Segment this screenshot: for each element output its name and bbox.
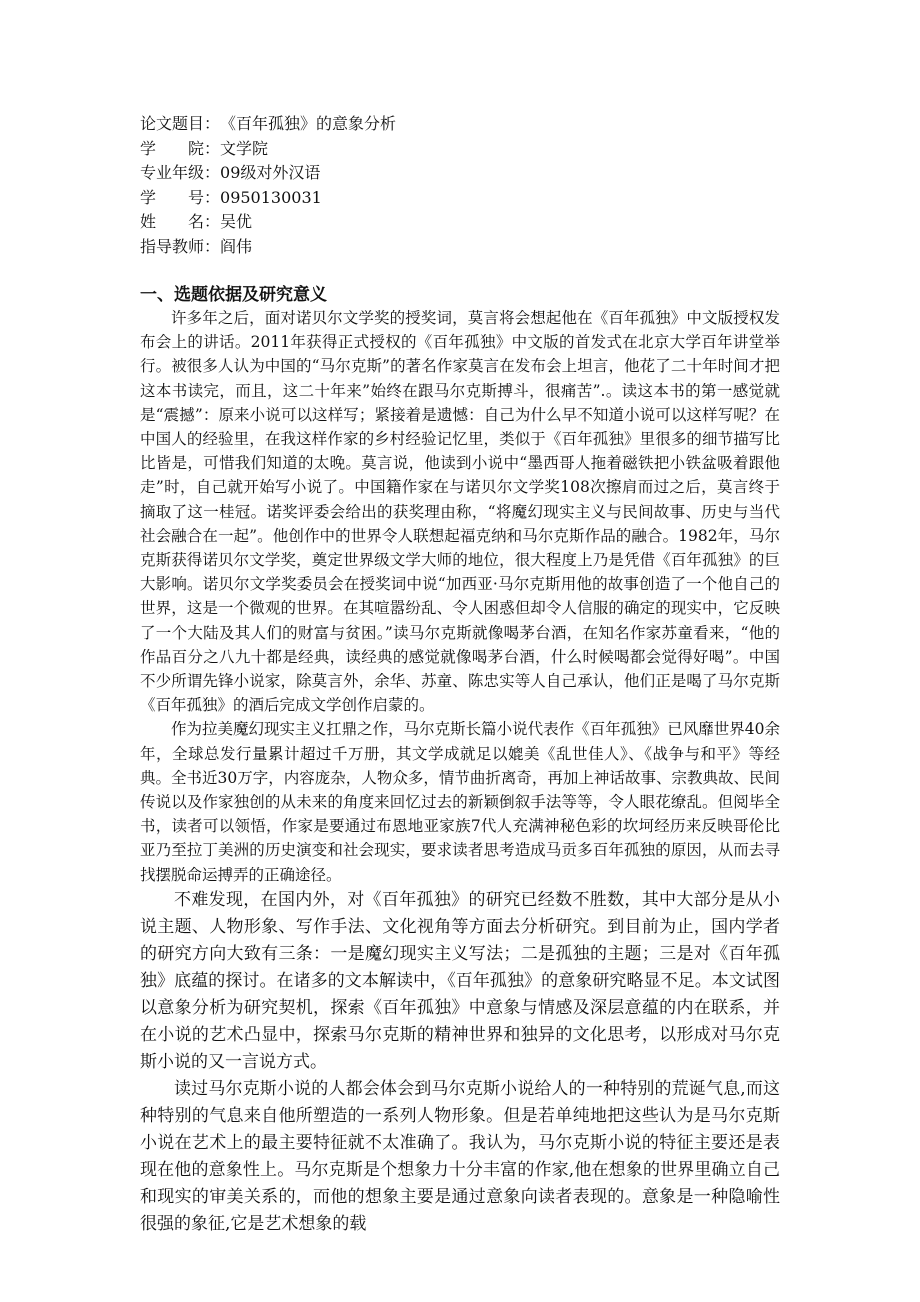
name-value: 吴优 [220,212,253,231]
paragraph-3: 不难发现，在国内外，对《百年孤独》的研究已经数不胜数，其中大部分是从小说主题、人物形象、写作手法、文化视角等方面去分析研究。到目前为止，国内学者的研究方向大致有三条：一是魔幻现实主义写法；二是孤独的主题；三是对《百年孤独》底蕴的探讨。在诸多的文本解读中，《百年孤独》的意象研究略显不足。本文试图以意象分析为研究契机，探索《百年孤独》中意象与情感及深层意蕴的内在联系，并在小说的艺术凸显中，探索马尔克斯的精神世界和独异的文化思考，以形成对马尔克斯小说的又一言说方式。 [140,889,780,1072]
section-body [140,306,780,1238]
thesis-title-value: 《百年孤独》的意象分析 [220,114,397,133]
college-line [140,137,700,162]
advisor-line [140,235,700,260]
thesis-title-line [140,112,700,137]
college-value: 文学院 [220,138,269,158]
paragraph-4: 读过马尔克斯小说的人都会体会到马尔克斯小说给人的一种特别的荒诞气息,而这种特别的气息来自他所塑造的一系列人物形象。但是若单纯地把这些认为是马尔克斯小说在艺术上的最主要特征就不太准确了。我认为，马尔克斯小说的特征主要还是表现在他的意象性上。马尔克斯是个想象力十分丰富的作家,他在想象的世界里确立自己和现实的审美关系的，而他的想象主要是通过意象向读者表现的。意象是一种隐喻性很强的象征,它是艺术想象的载 [140,1078,780,1234]
thesis-info [140,112,700,259]
name-line [140,210,700,235]
major-label: 专业年级： [140,163,221,182]
major-value: 09级对外汉语 [220,163,321,182]
name-label: 姓 名： [140,212,221,231]
college-label: 学 院： [140,138,221,158]
paragraph-1: 许多年之后，面对诺贝尔文学奖的授奖词，莫言将会想起他在《百年孤独》中文版授权发布会上的讲话。2011年获得正式授权的《百年孤独》中文版的首发式在北京大学百年讲堂举行。被很多人认为中国的“马尔克斯”的著名作家莫言在发布会上坦言，他花了二十年时间才把这本书读完，而且，这二十年来”始终在跟马尔克斯搏斗，很痛苦”.。读这本书的第一感觉就是“震撼”：原来小说可以这样写；紧接着是遗憾：自己为什么早不知道小说可以这样写呢？在中国人的经验里，在我这样作家的乡村经验记忆里，类似于《百年孤独》里很多的细节描写比比皆是，可惜我们知道的太晚。莫言说，他读到小说中“墨西哥人拖着磁铁把小铁盆吸着跟他走”时，自己就开始写小说了。中国籍作家在与诺贝尔文学奖108次擦肩而过之后，莫言终于摘取了这一桂冠。诺奖评委会给出的获奖理由称，“将魔幻现实主义与民间故事、历史与当代社会融合在一起”。他创作中的世界令人联想起福克纳和马尔克斯作品的融合。1982年，马尔克斯获得诺贝尔文学奖，奠定世界级文学大师的地位，很大程度上乃是凭借《百年孤独》的巨大影响。诺贝尔文学奖委员会在授奖词中说“加西亚·马尔克斯用他的故事创造了一个他自己的世界，这是一个微观的世界。在其喧嚣纷乱、令人困惑但却令人信服的确定的现实中，它反映了一个大陆及其人们的财富与贫困。”读马尔克斯就像喝茅台酒，在知名作家苏童看来，“他的作品百分之八九十都是经典，读经典的感觉就像喝茅台酒，什么时候喝都会觉得好喝”。中国不少所谓先锋小说家，除莫言外，余华、苏童、陈忠实等人自己承认，他们正是喝了马尔克斯《百年孤独》的酒后完成文学创作启蒙的。 [140,309,780,715]
advisor-label: 指导教师： [140,236,221,256]
thesis-title-label: 论文题目： [140,114,221,133]
student-id-value: 0950130031 [220,187,322,207]
advisor-value: 阎伟 [220,236,253,256]
student-id-label: 学 号： [140,187,221,207]
paragraph-2: 作为拉美魔幻现实主义扛鼎之作，马尔克斯长篇小说代表作《百年孤独》已风靡世界40余年，全球总发行量累计超过千万册，其文学成就足以媲美《乱世佳人》、《战争与和平》等经典。全书近30万字，内容庞杂，人物众多，情节曲折离奇，再加上神话故事、宗教典故、民间传说以及作家独创的从未来的角度来回忆过去的新颖倒叙手法等等，令人眼花缭乱。但阅毕全书，读者可以领悟，作家是要通过布恩地亚家族7代人充满神秘色彩的坎坷经历来反映哥伦比亚乃至拉丁美洲的历史演变和社会现实，要求读者思考造成马贡多百年孤独的原因，从而去寻找摆脱命运搏弄的正确途径。 [140,720,780,884]
section-heading: 一、选题依据及研究意义 [140,285,327,305]
student-id-line [140,186,700,211]
major-line [140,161,700,186]
